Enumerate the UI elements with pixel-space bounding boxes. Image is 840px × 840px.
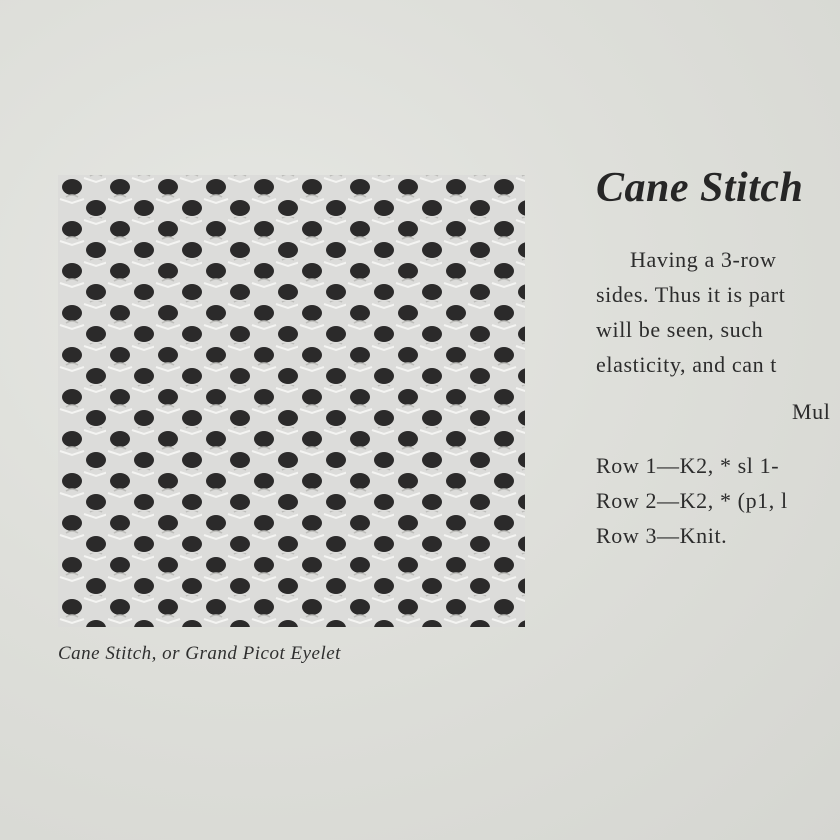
lace-fabric <box>58 175 525 627</box>
lace-pattern-graphic <box>58 175 525 627</box>
paragraph-line: sides. Thus it is part <box>596 282 786 307</box>
row-instruction: Row 2—K2, * (p1, l <box>596 488 788 513</box>
paragraph-line: will be seen, such <box>596 317 764 342</box>
description-paragraph <box>596 242 840 382</box>
knitting-swatch-photo <box>58 175 525 627</box>
row-instructions <box>596 448 788 553</box>
row-instruction: Row 1—K2, * sl 1- <box>596 453 780 478</box>
row-instruction: Row 3—Knit. <box>596 523 728 548</box>
photo-caption: Cane Stitch, or Grand Picot Eyelet <box>58 643 341 664</box>
paragraph-line: elasticity, and can t <box>596 352 777 377</box>
multiple-line: Mul <box>792 399 831 424</box>
section-title: Cane Stitch <box>596 165 804 211</box>
paragraph-line: Having a 3-row <box>630 247 777 272</box>
